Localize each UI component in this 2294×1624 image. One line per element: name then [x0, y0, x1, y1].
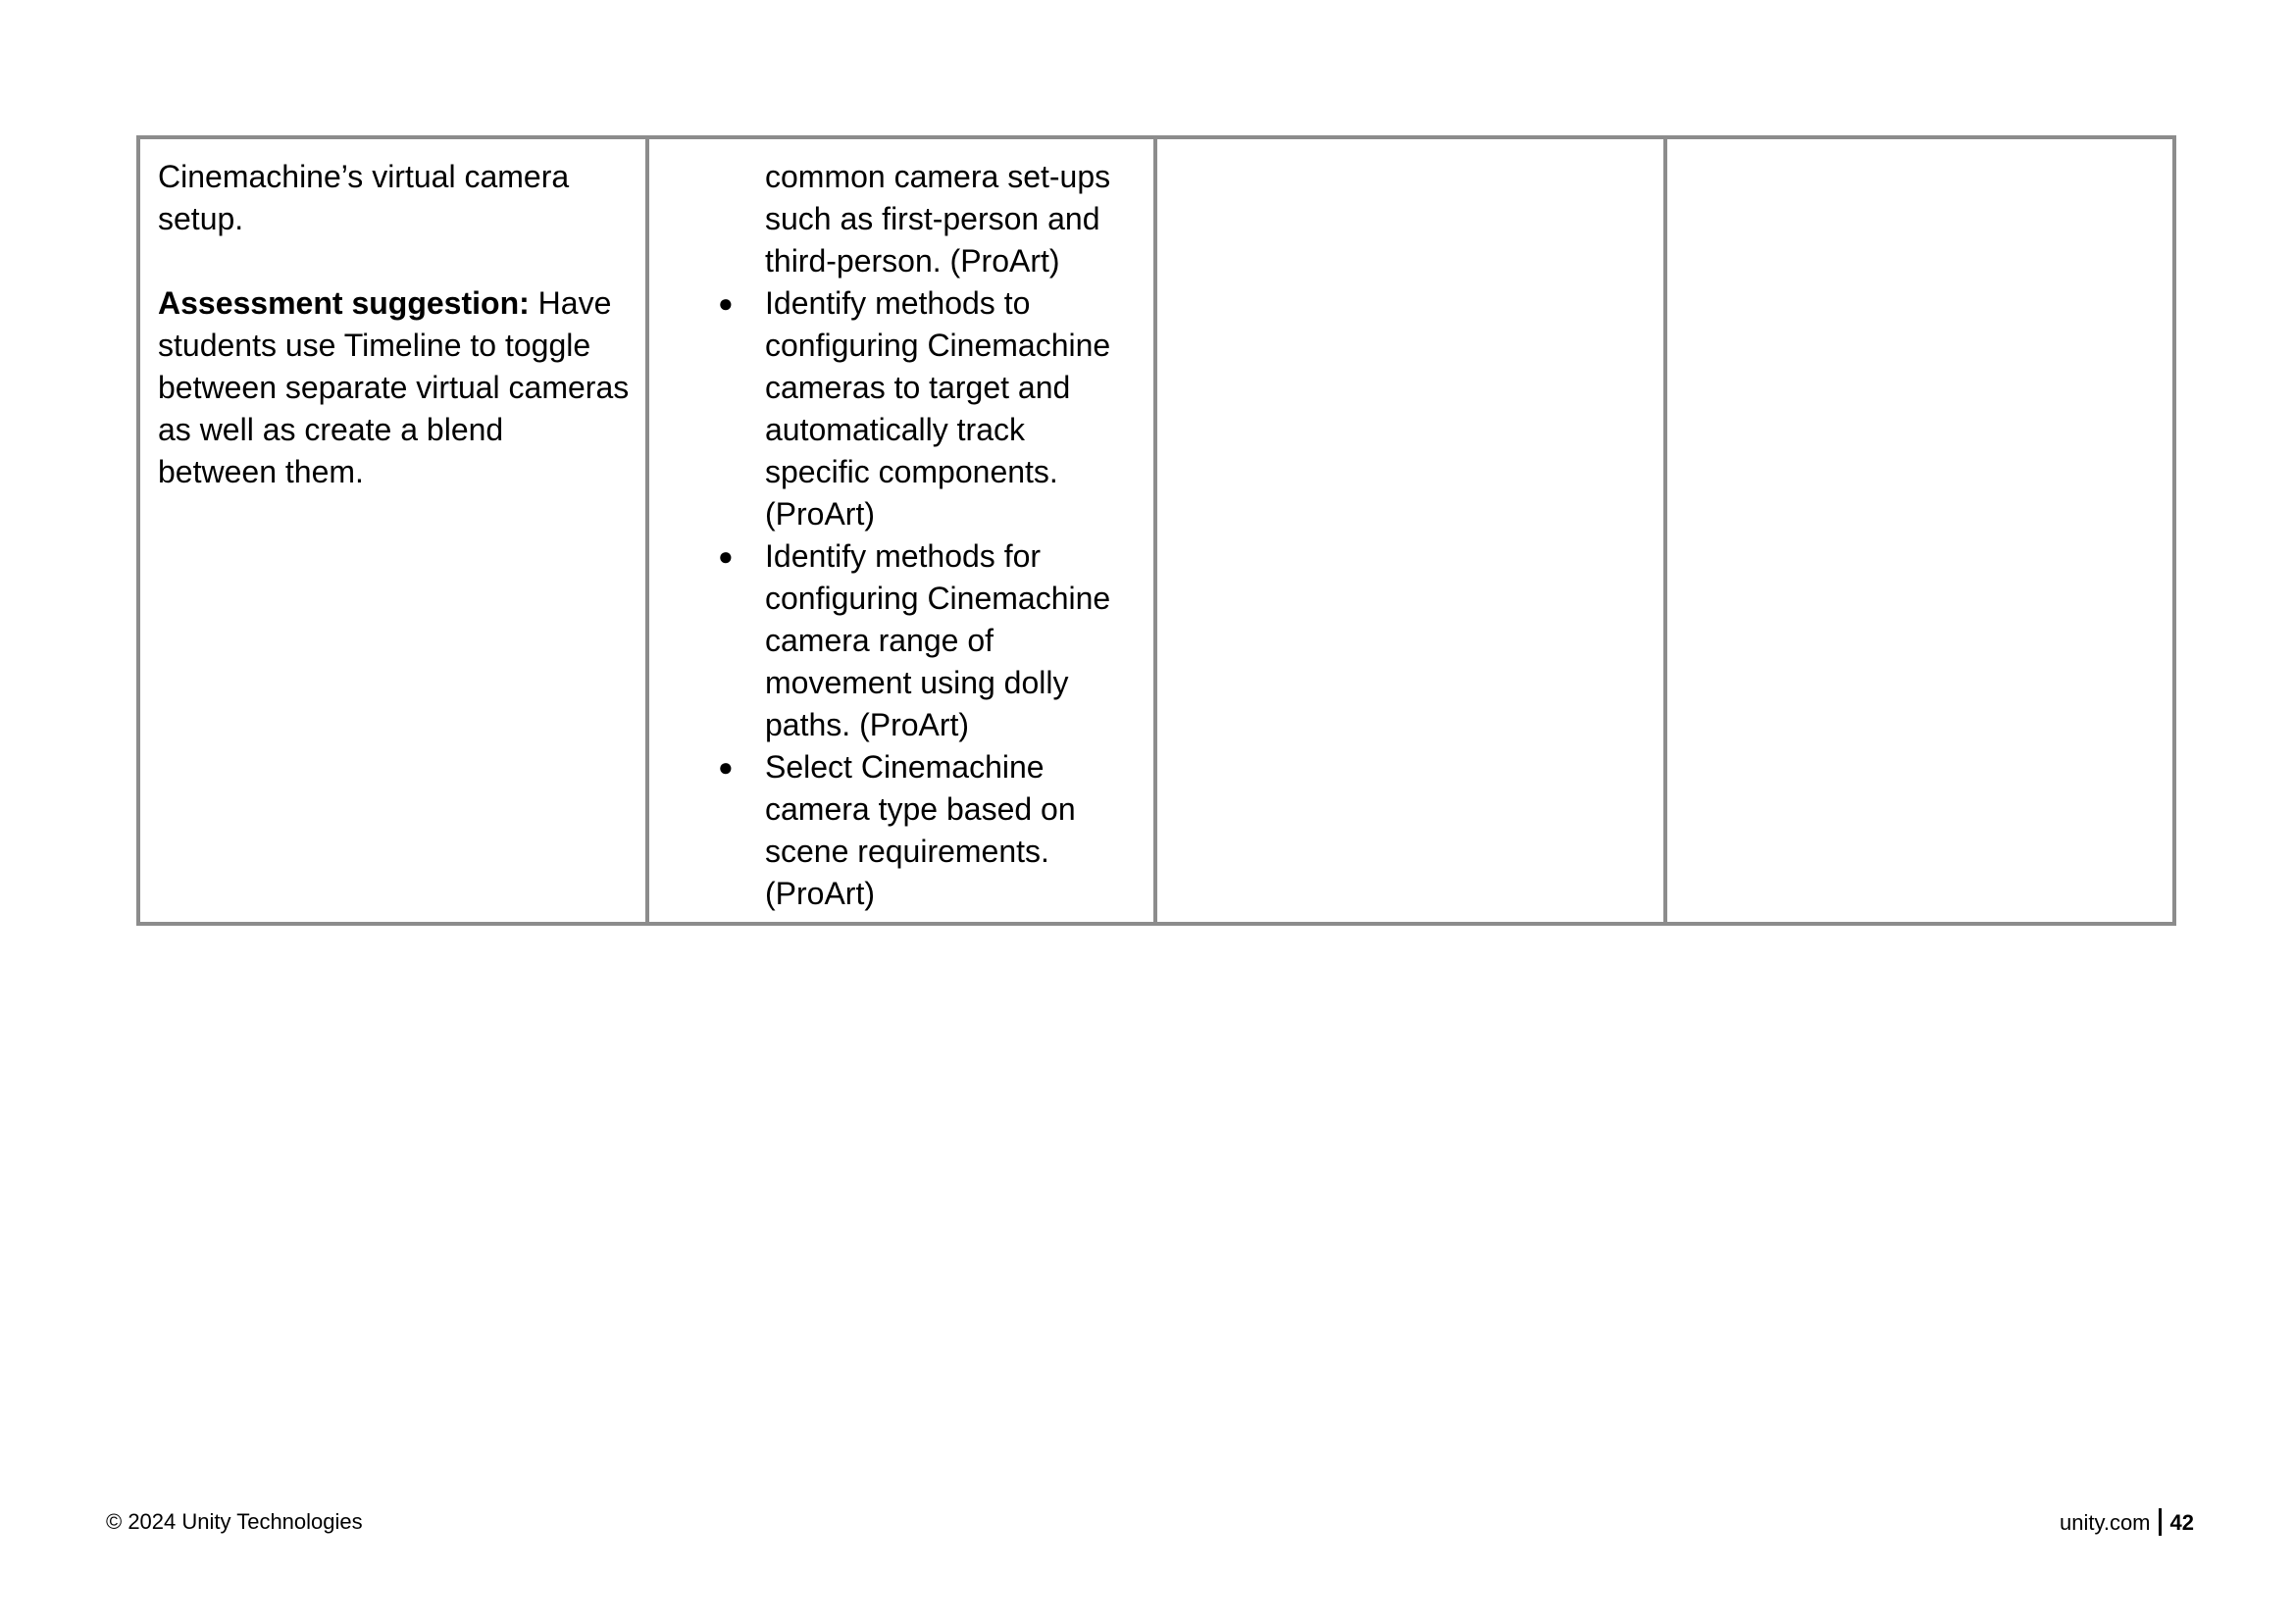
table-cell-empty-3	[1155, 137, 1665, 924]
list-item-text: Identify methods for configuring Cinemachine camera range of movement using dolly paths. (ProArt)	[765, 538, 1111, 742]
curriculum-table	[136, 135, 2176, 926]
description-text: Cinemachine’s virtual camera setup.	[158, 159, 570, 236]
assessment-paragraph	[158, 282, 630, 493]
bullet-icon: ●	[718, 541, 734, 571]
assessment-text: Have students use Timeline to toggle between separate virtual cameras as well as create a blend between them.	[158, 285, 630, 489]
page-number: 42	[2169, 1510, 2194, 1535]
footer-divider	[2159, 1508, 2162, 1536]
cell-text	[158, 156, 630, 493]
footer-copyright: © 2024 Unity Technologies	[106, 1509, 363, 1534]
list-item	[667, 282, 1138, 535]
table-row	[138, 137, 2174, 924]
table-cell-objectives	[647, 137, 1155, 924]
list-item	[667, 746, 1138, 915]
table-cell-description	[138, 137, 647, 924]
bullet-icon: ●	[718, 752, 734, 782]
bullet-icon: ●	[718, 288, 734, 318]
list-item-text: Select Cinemachine camera type based on scene requirements. (ProArt)	[765, 749, 1076, 911]
footer-site-link[interactable]: unity.com	[2060, 1510, 2151, 1535]
list-item	[667, 535, 1138, 746]
list-item-text: Identify methods to configuring Cinemachine cameras to target and automatically track specific components. (ProArt)	[765, 285, 1111, 532]
table-cell-empty-4	[1665, 137, 2174, 924]
assessment-label: Assessment suggestion:	[158, 285, 530, 321]
footer-right	[2060, 1508, 2194, 1537]
objectives-list	[667, 282, 1138, 915]
bullet-continuation: common camera set-ups such as first-person and third-person. (ProArt)	[765, 159, 1111, 279]
